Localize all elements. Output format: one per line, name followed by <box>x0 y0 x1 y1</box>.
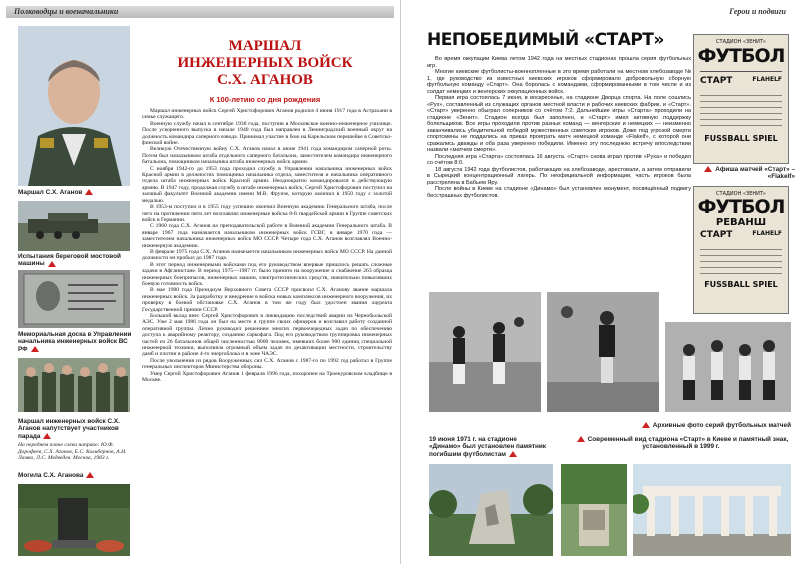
accent-marker-icon <box>48 261 56 267</box>
match-poster-1 <box>693 34 789 164</box>
article-title-line2: ИНЖЕНЕРНЫХ ВОЙСК <box>177 55 353 71</box>
stadium-caption: Современный вид стадиона «Старт» в Киеве и памятный знак, установленный в 1999 г. <box>571 436 791 451</box>
article-paragraph: Во время оккупации Киева летом 1942 года на местных стадионах прошла серия футбольных игр. <box>427 56 691 69</box>
accent-marker-icon <box>86 472 94 478</box>
monument-photo <box>429 464 553 556</box>
monument-image <box>429 464 553 556</box>
poster-text-lines <box>700 244 782 276</box>
poster-text-lines <box>700 90 782 130</box>
article-paragraph: Великую Отечественную войну С.Х. Аганов начал в июне 1941 года командиром саперной роты. Потом был начальником штаба отдельного саперного батальона, заместителем командира инженерного батальона, помощником начальника штаба инженерных войск армии. <box>142 146 392 166</box>
portrait-figure <box>18 26 130 186</box>
left-section-label: Полководцы и военачальники <box>14 7 119 16</box>
article-paragraph: В феврале 1975 года С.Х. Аганов назначается начальником инженерных войск МО СССР. На данной должности он пробыл до 1987 года. <box>142 248 392 262</box>
memorial-sign-image <box>561 464 627 556</box>
article-paragraph: С 1960 года С.Х. Аганов на преподавательской работе в Военной академии Генерального штаба. В январе 1967 года назначается начальником инженерных войск ГСВГ, в январе 1970 года — заместителем начальника инженерных войск МО СССР. Четыре года С.Х. Аганов возглавлял Военно-инженерную академию. <box>142 223 392 249</box>
article-paragraph: В мае 1980 года Президиум Верховного Совета СССР присвоил С.Х. Аганову звание маршала инженерных войск. За разработку и внедрение в войска новых комплексов инженерного вооружения, их проверку в боевой обстановке С.Х. Аганов в том же году был удостоен звания лауреата Государственной премии СССР. <box>142 287 392 313</box>
right-page <box>400 0 800 564</box>
parade-note: На переднем плане слева направо: Ю.Ф. Дорофеев, С.Х. Аганов, Е.С. Колибернов, А.Н. Ламко, Л.С. Медведев. Москва, 1983 г. <box>18 442 127 462</box>
parade-caption: Маршал инженерных войск С.Х. Аганов напутствует участников парада <box>18 418 120 440</box>
article-subtitle: К 100-летию со дня рождения <box>209 95 321 104</box>
poster-subheadline: РЕВАНШ <box>715 217 767 228</box>
article-paragraph: Первая игра состоялась 7 июня, в воскресенье, на стадионе Дворца спорта. На поле сошлись «Рух», составленный из служащих органов местной власти и рабочих киевских фабрик, и «Старт». «Старт» уверенно обыграл соперников со счётом 7:2. Дальнейшие игры «Старта» проходили на стадионе «Зенит». Стадион всегда был заполнен, и «Старт» имел активную поддержку болельщиков. Все игры проходили против разных команд — венгерских и немецких — неизменно заканчивались убедительной победой мужественных советских игроков. Доже под угрозой смерти спортсмены не поддались на приказ проиграть матч немецкой команде «Flakelf», с которой они сражались дважды и оба раза уверенно победили. Именно эту последнюю встречу впоследствии назвали «матчем смерти». <box>427 95 691 153</box>
bridge-photo <box>18 201 130 251</box>
article-paragraph: После увольнения из рядов Вооруженных сил С.Х. Аганов с 1987-го по 1992 год работал в Группе генеральных инспекторов Министерства обороны. <box>142 357 392 371</box>
accent-marker-icon <box>509 451 517 457</box>
article-paragraph: В 1953-м поступил и в 1955 году успешно окончил Военную академию Генерального штаба, после чего на протяжении пяти лет возглавлял инженерные войска 8-й гвардейской армии в Группе советских войск в Германии. <box>142 204 392 223</box>
plaque-image <box>18 270 130 328</box>
accent-marker-icon <box>43 433 51 439</box>
article-paragraph: В этот период инженерными войсками под его руководством впервые пришлось решать сложные задачи в Афганистане. В период 1975—1987 гг. было принято на вооружение и снабжение 263 образца инженерных боеприпасов, инженерных машин, электротехнических средств, значительно повысивших боевую готовность войск. <box>142 261 392 287</box>
posters-caption: Афиша матчей «Старт» – «Flakelf» <box>691 166 795 181</box>
accent-marker-icon <box>704 166 712 172</box>
right-section-label: Герои и подвиги <box>729 7 786 16</box>
archive-caption: Архивные фото серий футбольных матчей <box>561 422 791 429</box>
article-paragraph: Последняя игра «Старта» состоялась 16 августа. «Старт» снова играл против «Руха» и победил со счётом 8:0. <box>427 153 691 166</box>
article-title-line1: МАРШАЛ <box>228 38 302 54</box>
archive-photo-1 <box>429 292 541 412</box>
parade-photo <box>18 358 130 412</box>
portrait-caption: Маршал С.Х. Аганов <box>18 189 138 196</box>
article-title: НЕПОБЕДИМЫЙ «СТАРТ» <box>427 30 664 50</box>
bridge-vehicle-image <box>18 201 130 251</box>
poster-teams <box>694 76 788 86</box>
memorial-sign-photo <box>561 464 627 556</box>
match-poster-2 <box>693 186 789 314</box>
portrait-photo <box>18 26 130 186</box>
grave-photo <box>18 484 130 556</box>
article-paragraph: С ноября 1942-го до 1953 года проходил службу в Управлении начальника инженерных войск Красной армии в должностях помощника начальника отдела, заместителя и начальника оперативного отдела штаба инженерных войск Красной армии. Неоднократно командировался в действующую армию. В 1947 году, продолжая службу в штабе инженерных войск, Сергей Христофорович поступил на заочный факультет Военной академии имени М.В. Фрунзе, которую окончил в 1950 году с золотой медалью. <box>142 165 392 204</box>
football-match-image <box>429 292 541 412</box>
poster-headline: ФУТБОЛ <box>697 196 785 218</box>
monument-caption: 19 июня 1971 г. на стадионе «Динамо» был установлен памятник погибшим футболистам <box>429 436 546 458</box>
poster-headline: ФУТБОЛ <box>697 45 785 67</box>
plaque-caption: Мемориальная доска в Управлении начальника инженерных войск ВС РФ <box>18 331 132 353</box>
grave-image <box>18 484 130 556</box>
stadium-photo <box>633 464 791 556</box>
poster-team-a: СТАРТ <box>700 76 733 86</box>
poster-bottom: FUSSBALL SPIEL <box>704 134 778 143</box>
article-paragraph: Большой вклад внес Сергей Христофорович в ликвидацию последствий аварии на Чернобыльской АЭС. Уже 2 мая 1986 года он был на месте в группе своих офицеров и возглавил работу созданной оперативной группы. Лично руководил решением многих первоочередных задач по обеспечению доступа к аварийному реактору, созданию саркофага. Под его руководством группировка инженерных частей из 26 батальонов общей численностью 8000 человек, имевших более 900 единиц специальной инженерной техники, выполняла огромный объем задач по дезактивации местности, строительству дамб и плотин в районе 4-го энергоблока и в зоне ЧАЭС. <box>142 313 392 358</box>
goalkeeper-image <box>547 292 659 412</box>
bridge-caption: Испытания береговой мостовой машины <box>18 253 121 268</box>
poster-teams <box>694 228 788 240</box>
plaque-photo <box>18 270 130 328</box>
poster-team-b: FLAHELF <box>752 76 782 83</box>
poster-stadium: СТАДИОН «ЗЕНИТ» <box>716 191 766 197</box>
poster-stadium: СТАДИОН «ЗЕНИТ» <box>716 39 766 45</box>
article-paragraph: После войны в Киеве на стадионе «Динамо» был установлен монумент, посвящённый подвигу бесстрашных футболистов. <box>427 186 691 199</box>
archive-photo-2 <box>547 292 659 412</box>
team-photo-image <box>665 322 791 412</box>
accent-marker-icon <box>31 346 39 352</box>
article-paragraph: Маршал инженерных войск Сергей Христофорович Аганов родился 4 июня 1917 года в Астрахани в семье служащего. <box>142 108 392 121</box>
poster-team-a: СТАРТ <box>700 230 733 240</box>
article-body <box>427 56 691 292</box>
archive-photo-3 <box>665 322 791 412</box>
article-paragraph: 18 августа 1942 года футболистов, работающих на хлебозаводе, арестовали, а затем отправили в Сырецкий концентрационный лагерь. По неофициальной информации, часть игроков была расстреляна в Бабьем Яру. <box>427 166 691 186</box>
stadium-gate-image <box>633 464 791 556</box>
poster-bottom: FUSSBALL SPIEL <box>704 280 778 289</box>
accent-marker-icon <box>577 436 585 442</box>
article-paragraph: Многие киевские футболисты-военнопленные в это время работали на местном хлебозаводе № 1, где руководство из известных киевских игроков сформировало добровольную сборную футбольную команду «Старт». Она боролась с командами, сформированными в том числе и из солдат немецких и венгерских оккупационных войск. <box>427 69 691 95</box>
article-title-line3: С.Х. АГАНОВ <box>217 72 313 88</box>
accent-marker-icon <box>85 189 93 195</box>
article-body <box>142 108 392 560</box>
parade-image <box>18 358 130 412</box>
article-paragraph: Умер Сергей Христофорович Аганов 1 февраля 1996 года, похоронен на Троекуровском кладбище в Москве. <box>142 370 392 384</box>
poster-team-b: FLAHELF <box>752 230 782 237</box>
article-paragraph: Военную службу начал в сентябре 1938 года, поступив в Московское военно-инженерное училище. После ускоренного выпуска в начале 1940 года был направлен в Ленинградский военный округ на должность командира саперного взвода. Принимал участие в бою на Карельском перешейке в Советско-финской войне. <box>142 120 392 147</box>
accent-marker-icon <box>642 422 650 428</box>
grave-caption: Могила С.Х. Аганова <box>18 472 136 479</box>
